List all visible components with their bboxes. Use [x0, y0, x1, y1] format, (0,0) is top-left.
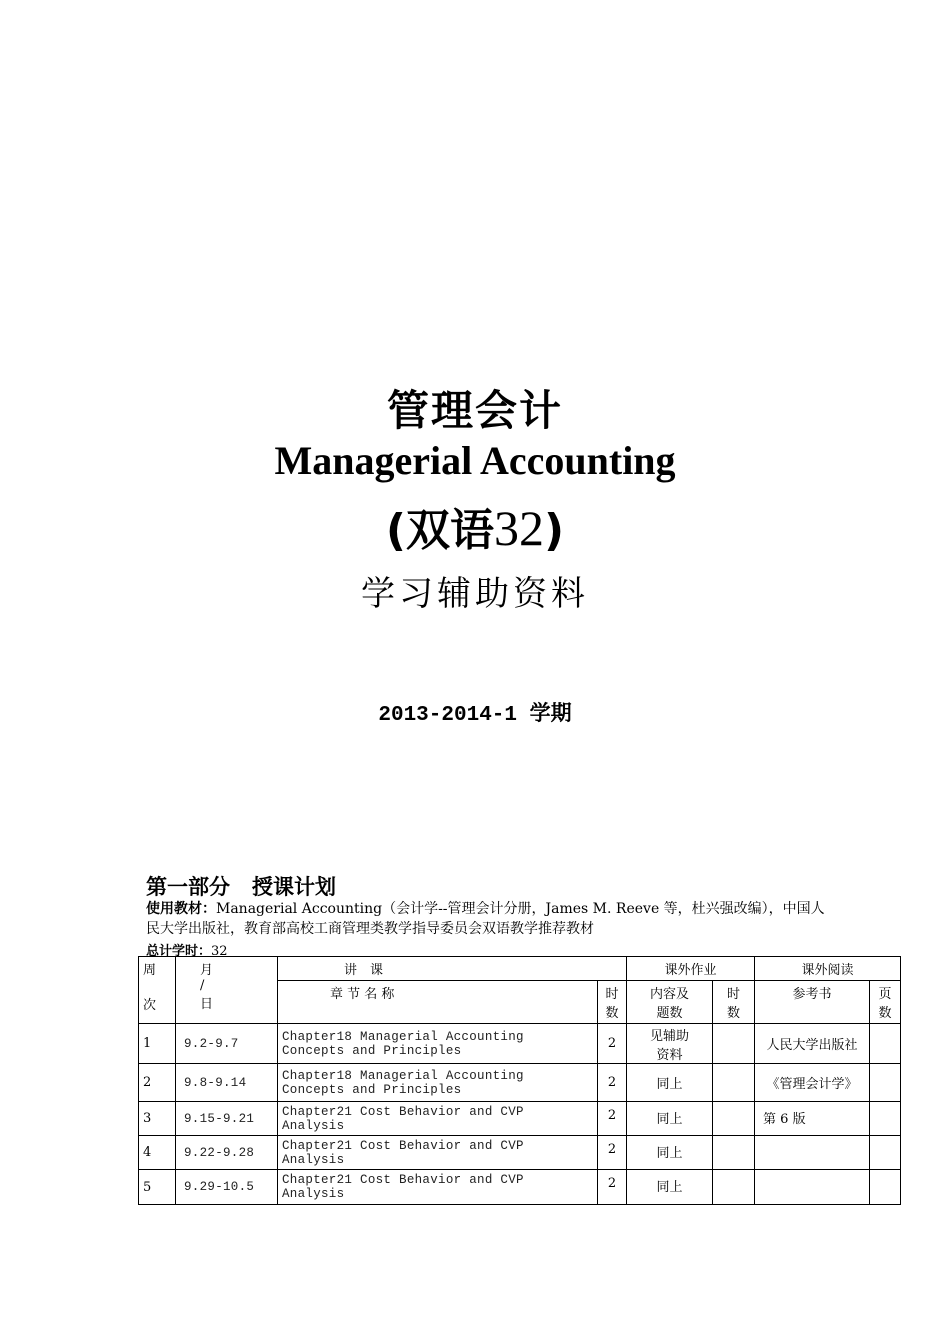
- cell-pages: [870, 1102, 901, 1136]
- cell-chapter: Chapter21 Cost Behavior and CVP Analysis: [278, 1102, 598, 1136]
- cell-week: 1: [139, 1024, 176, 1064]
- table-row: [139, 1024, 901, 1064]
- section-part: 第一部分: [146, 875, 230, 899]
- header-chapter-name: 章 节 名 称: [278, 981, 598, 1024]
- header-date: 月 / 日: [176, 957, 278, 1024]
- cell-pages: [870, 1170, 901, 1205]
- cell-homework: 同上: [627, 1136, 713, 1170]
- cell-date: 9.22-9.28: [176, 1136, 278, 1170]
- header-week: 周 次: [139, 957, 176, 1024]
- cell-hw-hours: [713, 1136, 755, 1170]
- cell-chapter: Chapter21 Cost Behavior and CVP Analysis: [278, 1170, 598, 1205]
- cell-hours: 2: [598, 1064, 627, 1102]
- cell-pages: [870, 1064, 901, 1102]
- header-reference: 参考书: [755, 981, 870, 1024]
- title-chinese: 管理会计: [386, 386, 563, 435]
- table-row: [139, 1136, 901, 1170]
- cell-hours: 2: [598, 1024, 627, 1064]
- cell-hw-hours: [713, 1064, 755, 1102]
- cell-date: 9.29-10.5: [176, 1170, 278, 1205]
- cell-reference: 第 6 版: [755, 1102, 870, 1136]
- textbook-info: [146, 899, 826, 939]
- cell-reference: [755, 1170, 870, 1205]
- header-hw-hours: 时 数: [713, 981, 755, 1024]
- teaching-plan-table: [138, 956, 901, 1205]
- bilingual-open: (: [385, 505, 406, 556]
- section-heading: [146, 871, 336, 901]
- cell-reference: 《管理会计学》: [755, 1064, 870, 1102]
- cell-hw-hours: [713, 1024, 755, 1064]
- cell-week: 3: [139, 1102, 176, 1136]
- header-lecture: 讲 课: [278, 957, 627, 981]
- bilingual-number: 32: [494, 500, 544, 556]
- total-hours-label: 总计学时：: [146, 944, 212, 959]
- bilingual-close: ): [544, 505, 565, 556]
- header-pages: 页 数: [870, 981, 901, 1024]
- cell-homework: 同上: [627, 1170, 713, 1205]
- title-english: Managerial Accounting: [274, 438, 676, 483]
- header-reading: 课外阅读: [755, 957, 901, 981]
- cell-homework: 同上: [627, 1102, 713, 1136]
- title-bilingual: [0, 494, 950, 558]
- header-content: 内容及 题数: [627, 981, 713, 1024]
- cell-hours: 2: [598, 1170, 627, 1205]
- header-hours: 时 数: [598, 981, 627, 1024]
- cell-hw-hours: [713, 1102, 755, 1136]
- total-hours-value: 32: [211, 944, 228, 959]
- cell-homework: 见辅助资料: [627, 1024, 713, 1064]
- table-row: [139, 1102, 901, 1136]
- cell-reference: 人民大学出版社: [755, 1024, 870, 1064]
- table-row: [139, 1170, 901, 1205]
- cell-date: 9.2-9.7: [176, 1024, 278, 1064]
- cell-homework: 同上: [627, 1064, 713, 1102]
- table-row: [139, 1064, 901, 1102]
- cell-pages: [870, 1136, 901, 1170]
- header-homework: 课外作业: [627, 957, 755, 981]
- title-subtitle: 学习辅助资料: [361, 574, 589, 614]
- cell-hours: 2: [598, 1102, 627, 1136]
- cell-chapter: Chapter21 Cost Behavior and CVP Analysis: [278, 1136, 598, 1170]
- cell-hw-hours: [713, 1170, 755, 1205]
- cell-week: 5: [139, 1170, 176, 1205]
- semester: 2013-2014-1 学期: [378, 704, 572, 727]
- cell-week: 4: [139, 1136, 176, 1170]
- cell-pages: [870, 1024, 901, 1064]
- bilingual-text: 双语: [406, 505, 494, 556]
- cell-hours: 2: [598, 1136, 627, 1170]
- cell-week: 2: [139, 1064, 176, 1102]
- section-name: 授课计划: [252, 875, 336, 899]
- cell-chapter: Chapter18 Managerial Accounting Concepts and Principles: [278, 1064, 598, 1102]
- header-row-1: [139, 957, 901, 981]
- textbook-label: 使用教材：: [146, 901, 216, 917]
- textbook-text: Managerial Accounting（会计学--管理会计分册，James M. Reeve 等，杜兴强改编），中国人民大学出版社，教育部高校工商管理类教学指导委员会双语教学推荐教材: [146, 901, 825, 937]
- cell-reference: [755, 1136, 870, 1170]
- cell-date: 9.8-9.14: [176, 1064, 278, 1102]
- cell-chapter: Chapter18 Managerial Accounting Concepts and Principles: [278, 1024, 598, 1064]
- cell-date: 9.15-9.21: [176, 1102, 278, 1136]
